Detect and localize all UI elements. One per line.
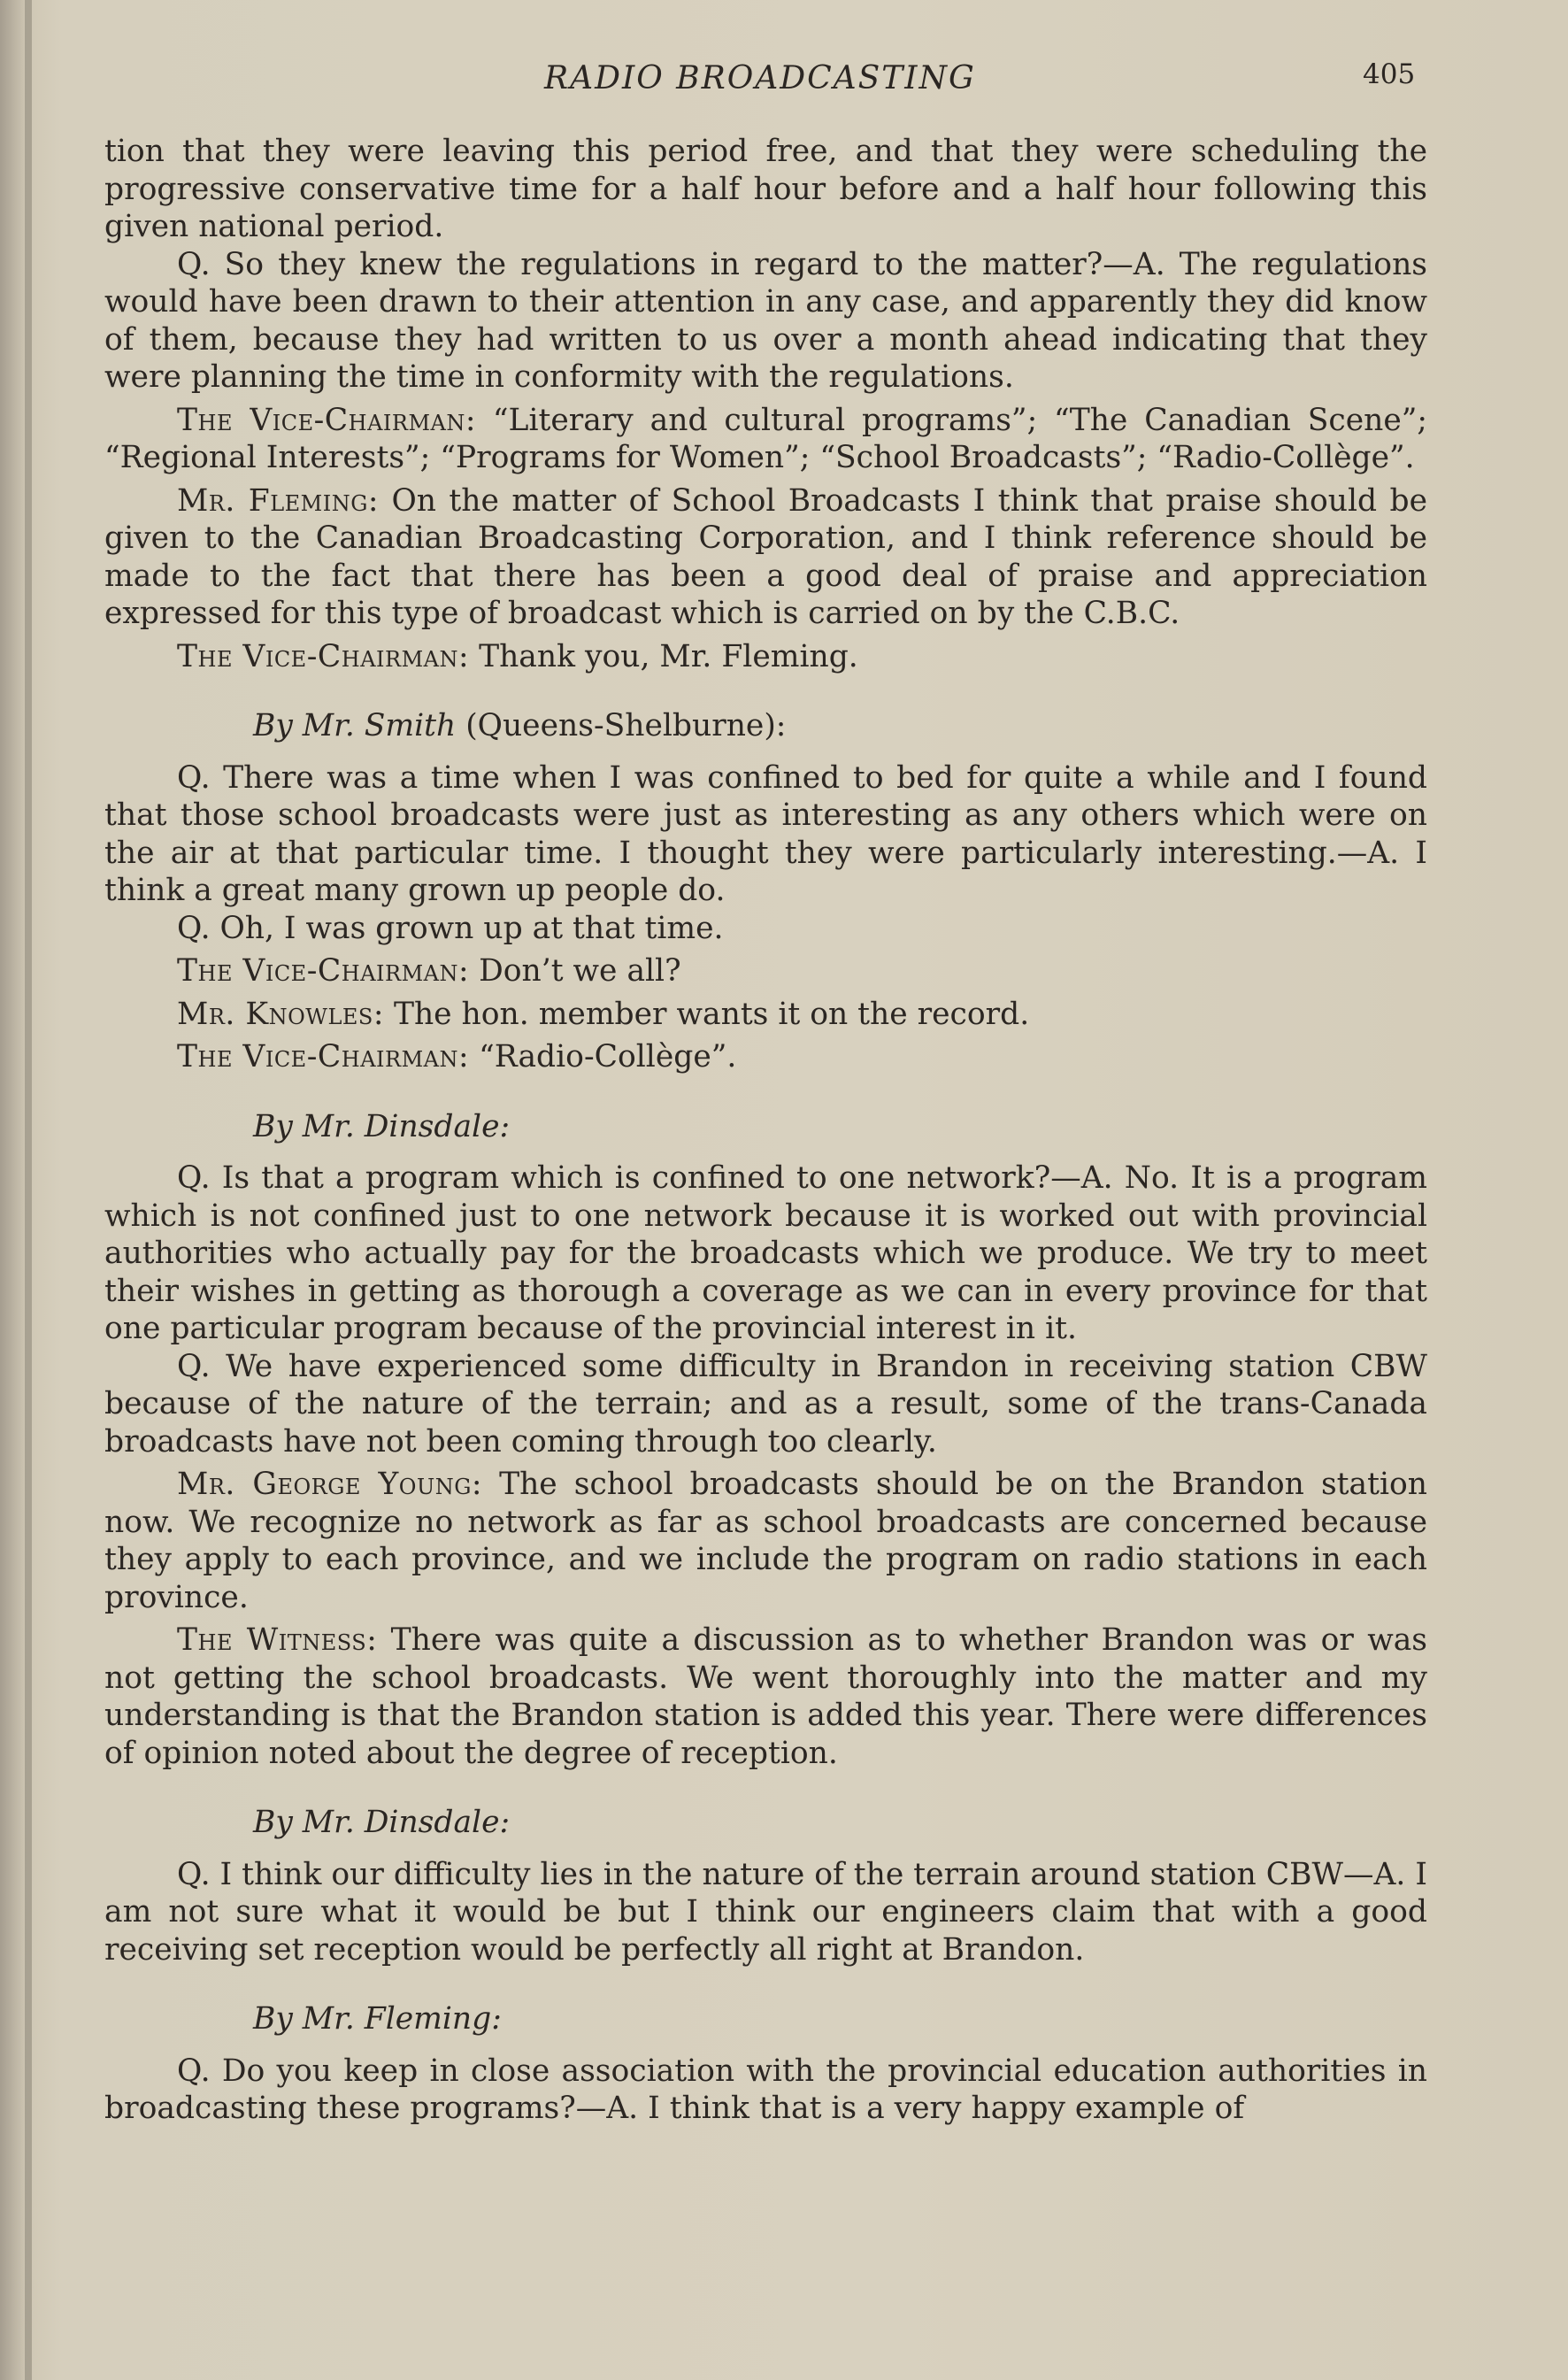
speech-text: “Literary and cultural programs”; “The Canadian Scene”; “Regional Interests”; “Programs for Women”; “School Broadcasts”; “Radio-Collège”.	[104, 402, 1428, 475]
speaker-name: The Vice-Chairman:	[177, 953, 470, 989]
paragraph: tion that they were leaving this period free, and that they were scheduling the progressive conservative time for a half hour before and a half hour following this given national period.	[104, 134, 1427, 244]
page-number: 405	[1363, 58, 1416, 90]
paragraph: Q. There was a time when I was confined to bed for quite a while and I found that those school broadcasts were just as interesting as any others which were on the air at that particular time. I thought they were particularly interesting.—A. I think a great many grown up people do.	[104, 759, 1427, 908]
paragraph: Q. Is that a program which is confined to one network?—A. No. It is a program which is not confined just to one network because it is worked out with provincial authorities who actually pay for the broadcasts which we produce. We try to meet their wishes in getting as thorough a coverage as we can in every province for that one particular program because of the provincial interest in it.	[104, 1160, 1427, 1346]
paragraph: Q. So they knew the regulations in regard to the matter?—A. The regulations would have been drawn to their attention in any case, and apparently they did know of them, because they had written to us over a month ahead indicating that they were planning the time in conformity with the regulations.	[104, 246, 1427, 395]
speaker-name: The Witness:	[177, 1622, 378, 1658]
speech-text: The school broadcasts should be on the Brandon station now. We recognize no network as far as school broadcasts are concerned because they apply to each province, and we include the program on radio stations in each province.	[104, 1467, 1427, 1615]
examiner-heading: By Mr. Dinsdale:	[253, 1108, 511, 1144]
examiner-name: By Mr. Smith	[253, 708, 457, 743]
speech-text: The hon. member wants it on the record.	[393, 996, 1030, 1032]
paragraph: Q. Oh, I was grown up at that time.	[177, 910, 724, 946]
examiner-heading	[104, 707, 1427, 745]
speaker-name: The Vice-Chairman:	[177, 1039, 470, 1074]
speech-text: “Radio-Collège”.	[479, 1039, 737, 1074]
speaker-paragraph	[104, 638, 1427, 676]
speaker-name: Mr. George Young:	[177, 1467, 482, 1502]
speaker-paragraph	[104, 1038, 1427, 1076]
speaker-paragraph	[104, 1621, 1427, 1772]
speaker-paragraph	[104, 402, 1427, 477]
paragraph: Q. We have experienced some difficulty in Brandon in receiving station CBW because of the nature of the terrain; and as a result, some of the trans-Canada broadcasts have not been coming through too clearly.	[104, 1348, 1427, 1460]
speech-text: Thank you, Mr. Fleming.	[479, 638, 858, 674]
paragraph: Q. Do you keep in close association with the provincial education authorities in broadcasting these programs?—A. I think that is a very happy example of	[104, 2053, 1427, 2126]
examiner-heading: By Mr. Fleming:	[253, 2001, 502, 2037]
speech-text: There was quite a discussion as to whether Brandon was or was not getting the school broadcasts. We went thoroughly into the matter and my understanding is that the Brandon station is added this year. There were differences of opinion noted about the degree of reception.	[104, 1622, 1427, 1771]
speaker-paragraph	[104, 482, 1427, 633]
speaker-paragraph	[104, 1466, 1427, 1616]
speaker-name: The Vice-Chairman:	[177, 402, 477, 438]
body-text	[104, 133, 1427, 2128]
examiner-heading: By Mr. Dinsdale:	[253, 1805, 511, 1840]
speaker-name: The Vice-Chairman:	[177, 638, 470, 674]
speaker-name: Mr. Knowles:	[177, 996, 384, 1032]
examiner-constituency: (Queens-Shelburne):	[465, 708, 787, 743]
speaker-paragraph	[104, 952, 1427, 990]
speech-text: Don’t we all?	[479, 953, 681, 989]
speaker-name: Mr. Fleming:	[177, 482, 380, 519]
running-head: RADIO BROADCASTING	[544, 60, 976, 96]
page-header	[0, 60, 1568, 104]
paragraph: Q. I think our difficulty lies in the nature of the terrain around station CBW—A. I am not sure what it would be but I think our engineers claim that with a good receiving set reception would be perfectly all right at Brandon.	[104, 1856, 1427, 1968]
page-binding-edge	[25, 0, 32, 2380]
speech-text: On the matter of School Broadcasts I think that praise should be given to the Canadian Broadcasting Corporation, and I think reference should be made to the fact that there has been a good deal of praise and appreciation expressed for this type of broadcast which is carried on by the C.B.C.	[104, 482, 1427, 631]
speaker-paragraph	[104, 996, 1427, 1034]
